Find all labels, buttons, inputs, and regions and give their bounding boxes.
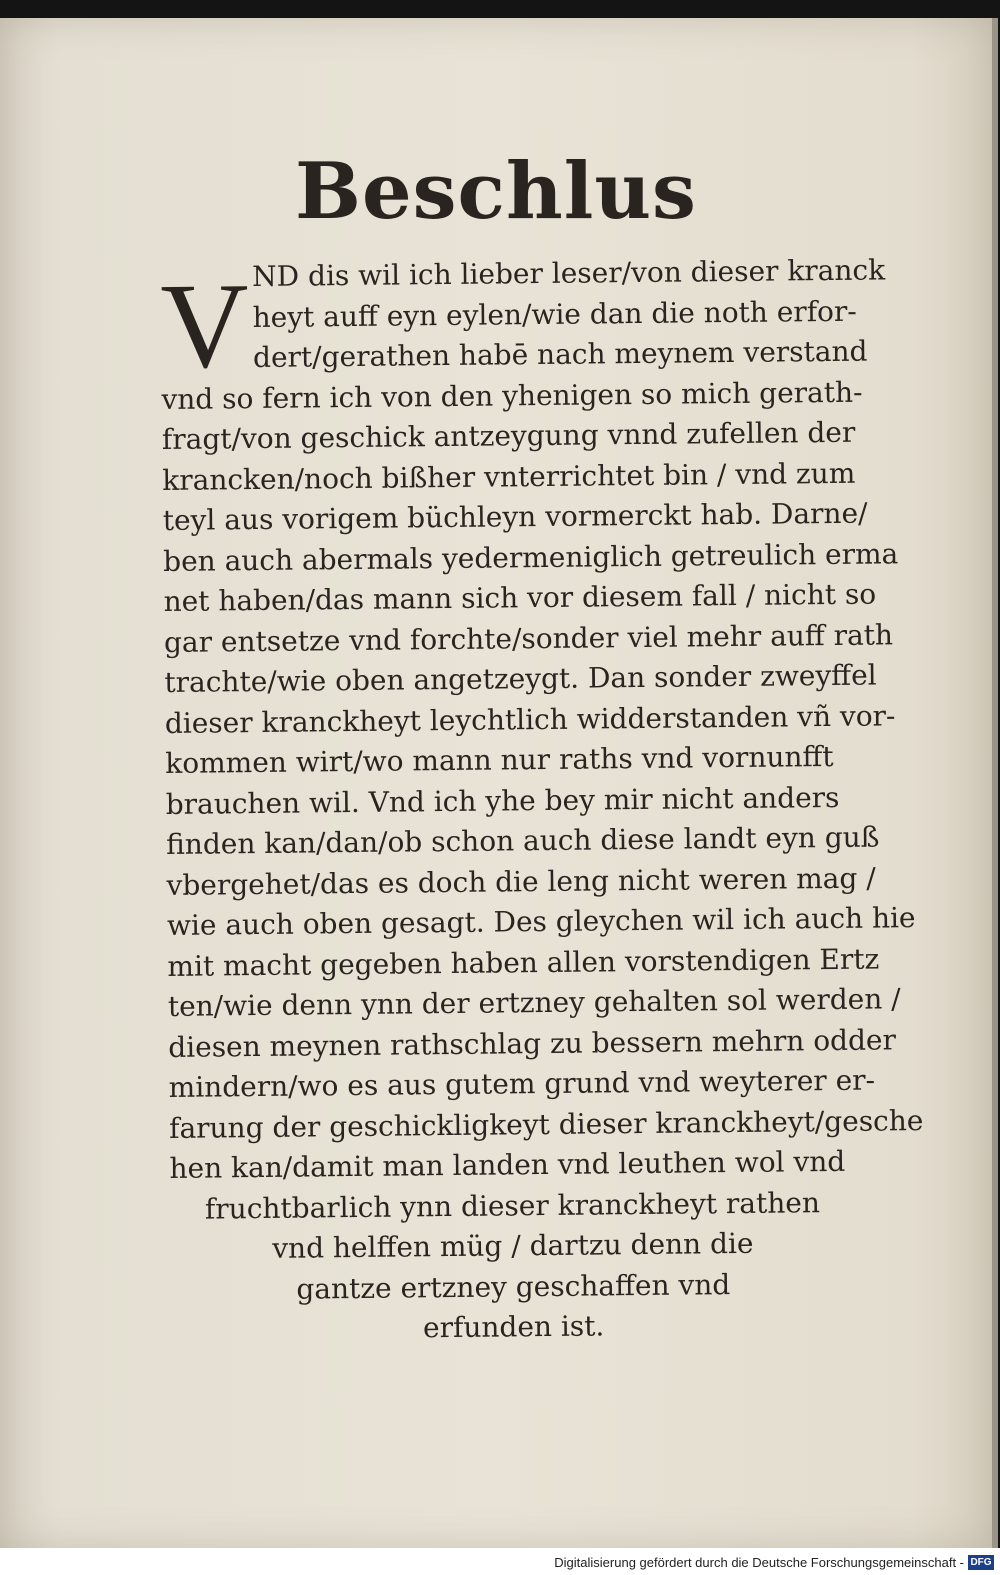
dfg-logo-icon: DFG — [968, 1555, 994, 1570]
text-line: ten/wie denn ynn der ertzney gehalten sol werden / — [167, 982, 901, 1023]
text-line: fragt/von geschick antzeygung vnnd zufellen der — [161, 415, 856, 456]
drop-cap: V — [160, 258, 250, 394]
text-line: vnd helffen müg / dartzu denn die — [272, 1226, 754, 1265]
text-line: erfunden ist. — [422, 1309, 605, 1345]
text-line: krancken/noch bißher vnterrichtet bin / vnd zum — [162, 456, 856, 497]
footer-credit: Digitalisierung gefördert durch die Deutsche Forschungsgemeinschaft - — [554, 1555, 964, 1570]
text-line: gantze ertzney geschaffen vnd — [296, 1267, 731, 1306]
digitization-footer — [0, 1548, 1000, 1575]
text-line: brauchen wil. Vnd ich yhe bey mir nicht anders — [165, 780, 840, 821]
text-line: farung der geschickligkeyt dieser kranckheyt/gesche — [168, 1103, 924, 1145]
text-line: hen kan/damit man landen vnd leuthen wol vnd — [169, 1144, 846, 1185]
text-line: net haben/das mann sich vor diesem fall / nicht so — [163, 577, 877, 618]
text-line: vnd so fern ich von den yhenigen so mich gerath- — [161, 375, 863, 416]
book-page — [0, 18, 998, 1548]
text-line: gar entsetze vnd forchte/sonder viel mehr auff rath — [163, 617, 894, 659]
text-line: ND dis wil ich lieber leser/von dieser kranck — [252, 253, 886, 294]
text-line: fruchtbarlich ynn dieser kranckheyt rathen — [204, 1185, 821, 1226]
text-line: mit macht gegeben haben allen vorstendigen Ertz — [167, 942, 880, 983]
text-line: wie auch oben gesagt. Des gleychen wil ich auch hie — [166, 901, 916, 942]
text-line: finden kan/dan/ob schon auch diese landt eyn guß — [165, 820, 880, 861]
page-heading: Beschlus — [295, 146, 697, 237]
body-text — [160, 250, 924, 1351]
text-line: heyt auff eyn eylen/wie dan die noth erfor- — [252, 294, 857, 334]
text-line: dert/gerathen habē nach meynem verstand — [252, 334, 868, 375]
text-line: vbergehet/das es doch die leng nicht weren mag / — [166, 861, 876, 902]
text-line: trachte/wie oben angetzeygt. Dan sonder zweyffel — [164, 658, 877, 699]
text-line: teyl aus vorigem büchleyn vormerckt hab. Darne/ — [162, 496, 868, 537]
text-line: mindern/wo es aus gutem grund vnd weyterer er- — [168, 1063, 876, 1104]
text-line: dieser kranckheyt leychtlich widderstanden vñ vor- — [164, 698, 896, 740]
text-line: kommen wirt/wo mann nur raths vnd vornunfft — [165, 739, 834, 780]
text-line: diesen meynen rathschlag zu bessern mehrn odder — [168, 1022, 897, 1064]
text-line: ben auch abermals yedermeniglich getreulich erma — [163, 536, 899, 578]
